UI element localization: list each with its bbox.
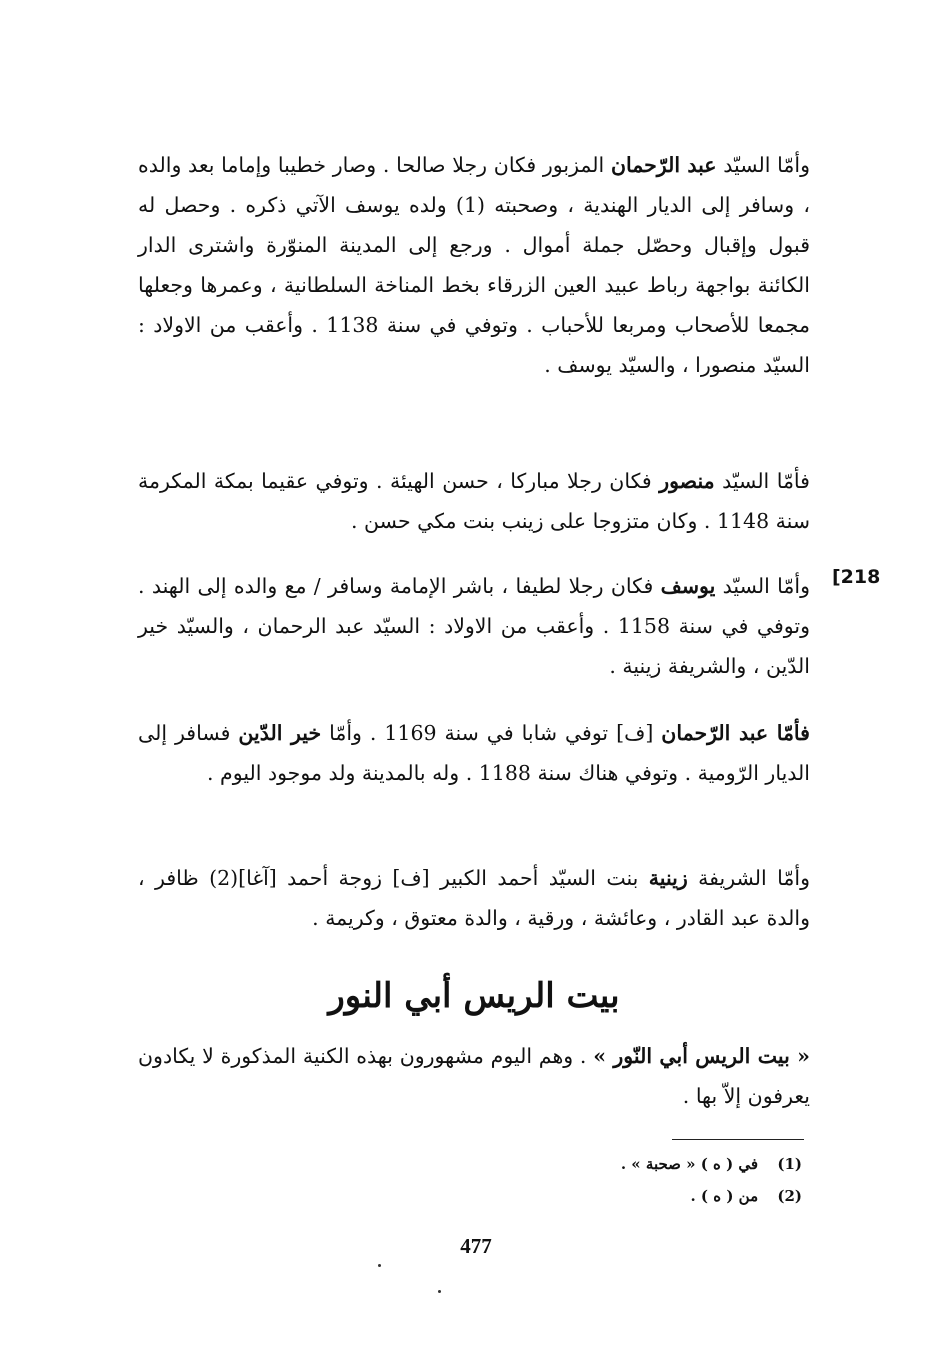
person-name: خير الدّين	[238, 721, 322, 745]
footnote-text: من ( ه ) .	[690, 1187, 759, 1205]
person-name: فأمّا عبد الرّحمان	[661, 721, 810, 745]
person-name: يوسف	[660, 574, 716, 598]
paragraph-section-intro	[138, 1036, 810, 1116]
paragraph-yusuf	[138, 566, 810, 686]
paragraph-mansur	[138, 461, 810, 541]
paragraph-abd-al-rahman-junior	[138, 713, 810, 793]
footnote-divider	[672, 1139, 804, 1140]
paragraph-lead: وأمّا الشريفة	[698, 866, 810, 890]
paragraph-zayniyya	[138, 858, 810, 938]
scan-speck	[378, 1264, 381, 1267]
paragraph-text: فكان رجلا مباركا ، حسن الهيئة . وتوفي عقيما بمكة المكرمة سنة 1148 . وكان متزوجا على زينب بنت مكي حسن .	[138, 469, 810, 533]
paragraph-lead: وأمّا السيّد	[722, 574, 810, 598]
paragraph-text: فكان رجلا لطيفا ، باشر الإمامة وسافر / مع والده إلى الهند . وتوفي في سنة 1158 . وأعقب من الاولاد : السيّد عبد الرحمان ، والسيّد خير الدّين ، والشريفة زينية .	[138, 574, 811, 678]
person-name: زينية	[648, 866, 688, 890]
person-name: عبد الرّحمان	[610, 153, 717, 177]
paragraph-text: [ف] توفي شابا في سنة 1169 . وأمّا	[329, 721, 654, 745]
scan-speck	[438, 1290, 441, 1293]
paragraph-text: . وهم اليوم مشهورون بهذه الكنية المذكورة لا يكادون يعرفون إلاّ بها .	[138, 1044, 810, 1108]
person-name: منصور	[659, 469, 715, 493]
paragraph-text: بنت السيّد أحمد الكبير [ف] زوجة أحمد [آغا](2) ظافر ، والدة عبد القادر ، وعائشة ، ورقية ، والدة معتوق ، وكريمة .	[138, 866, 810, 930]
paragraph-lead: وأمّا السيّد	[723, 153, 810, 177]
family-name: « بيت الريس أبي النّور »	[593, 1044, 810, 1068]
footnote-number: (1)	[777, 1155, 802, 1173]
paragraph-text: فسافر إلى الديار الرّومية . وتوفي هناك سنة 1188 . وله بالمدينة ولد موجود اليوم .	[138, 721, 810, 785]
section-title: بيت الريس أبي النور	[328, 976, 620, 1016]
paragraph-text: المزبور فكان رجلا صالحا . وصار خطيبا وإماما بعد والده ، وسافر إلى الديار الهندية ، وصحبته (1) ولده يوسف الآتي ذكره . وحصل له قبول وإقبال وحصّل جملة أموال . ورجع إلى المدينة المنوّرة واشترى الدار الكائنة بواجهة رباط عبيد العين الزرقاء بخط المناخة السلطانية ، وعمرها وجعلها مجمعا للأصحاب ومربعا للأحباب . وتوفي في سنة 1138 . وأعقب من الاولاد : السيّد منصورا ، والسيّد يوسف .	[138, 153, 811, 377]
paragraph-abd-al-rahman-senior	[138, 145, 810, 385]
paragraph-lead: فأمّا السيّد	[722, 469, 810, 493]
footnote-text: في ( ه ) « صحبة » .	[620, 1155, 759, 1173]
footnote-1	[382, 1150, 802, 1178]
footnote-2	[382, 1182, 802, 1210]
original-page-marker: [218	[832, 566, 881, 588]
footnote-number: (2)	[777, 1187, 802, 1205]
page-number: 477	[460, 1234, 492, 1258]
